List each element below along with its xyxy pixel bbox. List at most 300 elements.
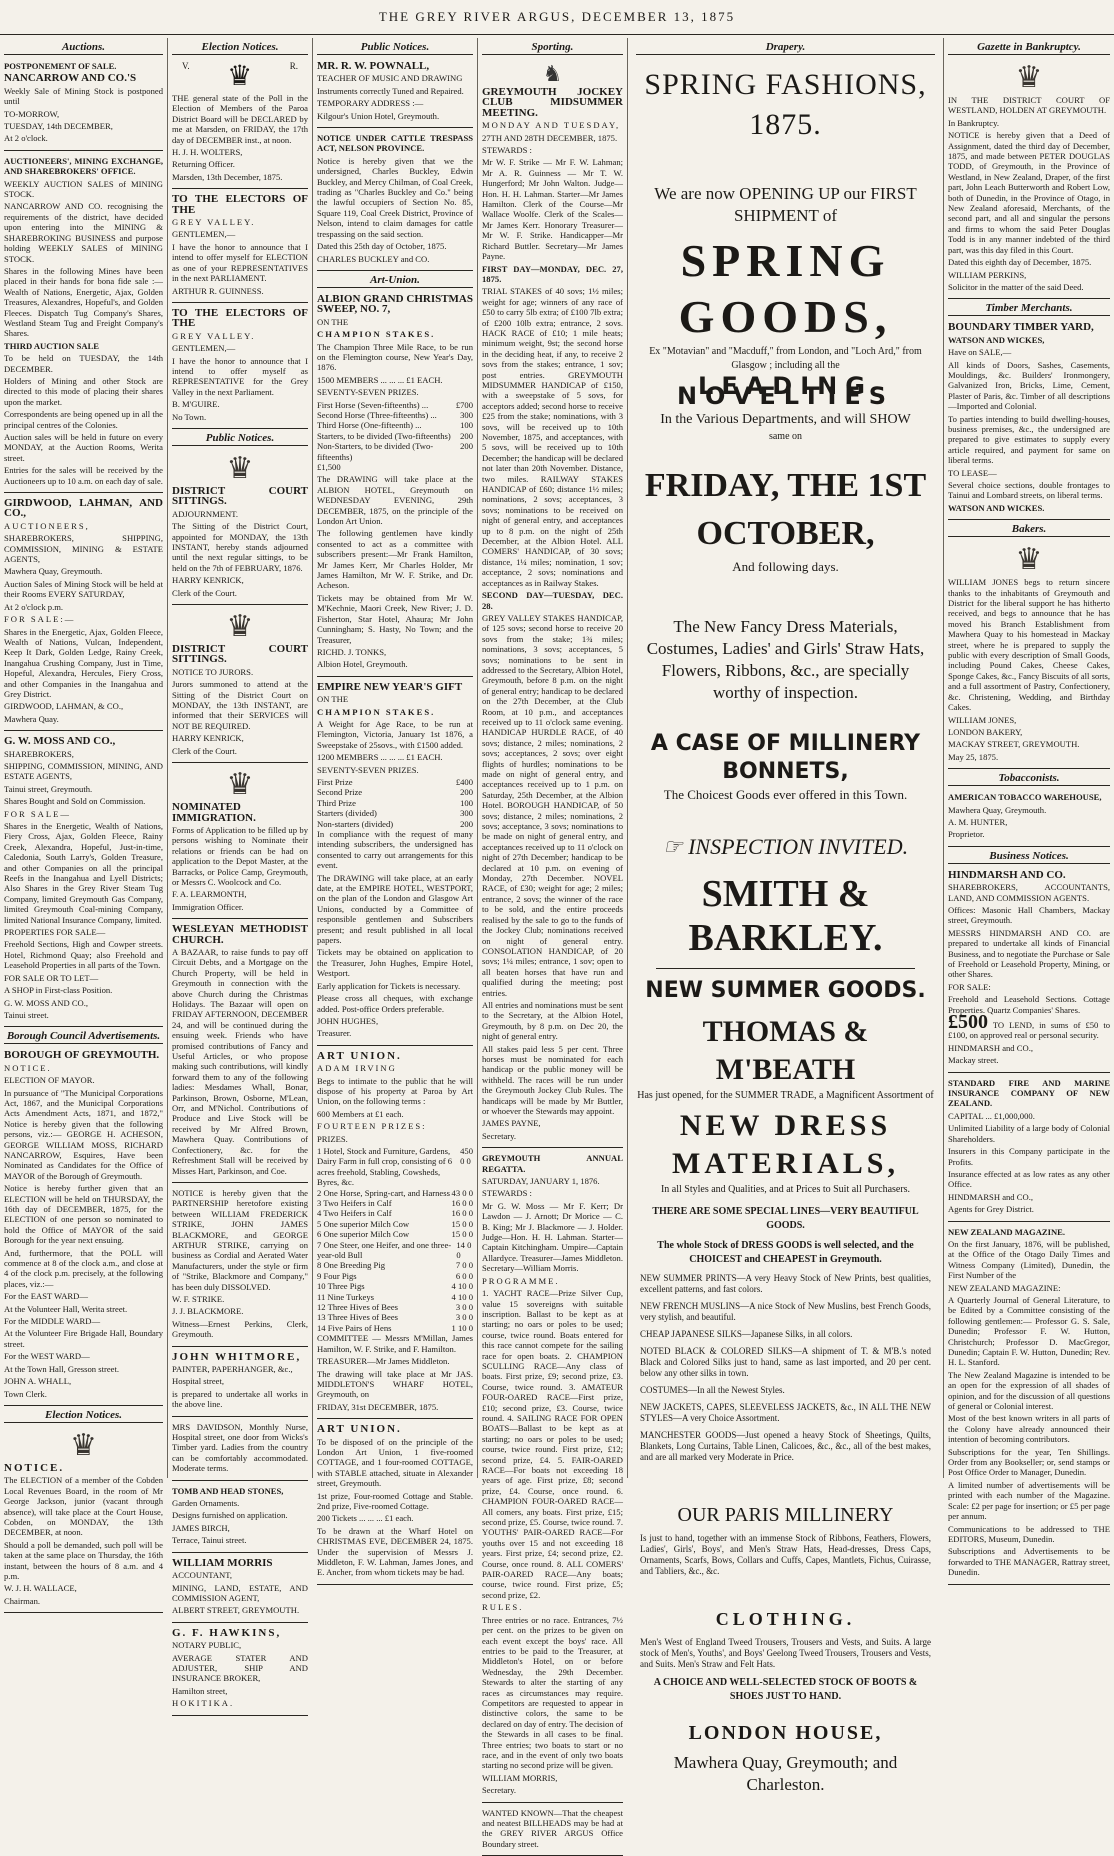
prize-label: 1 Hotel, Stock and Furniture, Gardens, Dairy Farm in full crop, consisting of 6 acres freehold, Stabling, Cowsheds, Byres, &c. [317,1145,453,1188]
prize-value: 300 [460,409,473,420]
ad-signature: Returning Officer. [172,159,235,170]
ad-text: The following gentlemen have kindly consented to act as a committee with subscribers present:—Mr Frank Hamilton, Mr James Kerr, Mr Charles Holder, Mr James Hamilton, Mr W. F. Strike, and Dr. Acheson. [317,528,473,591]
column-drapery [628,38,944,1794]
drapery-item: NOTED BLACK & COLORED SILKS—A shipment of T. & M'B.'s noted Black and Colored Silks just to hand, same as last imported, and 20 per cent. below any other silks in town. [640,1345,931,1378]
ad-text: 1st prize, Four-roomed Cottage and Stable. 2nd prize, Five-roomed Cottage. [317,1490,473,1511]
ad-text: Please cross all cheques, with exchange added. Post-office Orders preferable. [317,993,473,1014]
clothing-text: Men's West of England Tweed Trousers, Trousers and Vests, and Suits. A large stock of Men's, Youths', and Boys' Geelong Tweed Trousers, Trousers and Vests, and Suits. Men's Straw and Felt Hats. [640,1636,931,1669]
ad-text: ALBERT STREET, GREYMOUTH. [172,1605,300,1616]
prize-row [317,441,473,462]
ad-text: WILLIAM JONES begs to return sincere thanks to the inhabitants of Greymouth and District for the liberal support he has hitherto received, and begs to announce that he has moved his Branch Establishment from Mawhera Quay to his homestead in Mackay street, where he is prepared to supply the public with every description of Small Goods, including Pound Cakes, Cheese Cakes, Sponge Cakes, &c., Fancy Biscuits of all sorts, and a full assortment of Pastry, Confectionery, &c. Christening, Wedding, and Birthday Cakes. [948,577,1110,713]
ad-name: G. W. MOSS AND CO., [4,735,116,748]
royal-crest-icon: ♛ [1015,61,1043,94]
ad-headline: POSTPONEMENT OF SALE. [4,61,117,71]
new-summer-goods-title: NEW SUMMER GOODS. [645,977,926,1003]
ad-text: WANTED KNOWN—That the cheapest and neatest BILLHEADS may be had at the GREY RIVER ARGUS Office Boundary street. [482,1807,623,1849]
ad-text: ON THE [317,694,349,705]
ad-text: Subscriptions for the year, Ten Shillings. Order from any Bookseller; or, send stamps or Post Office Order to Manager, Dunedin. [948,1446,1110,1478]
prize-value: 300 [460,808,473,819]
column-sporting [478,38,628,1849]
ad-signature: Mawhera Quay. [4,713,59,724]
prize-label: Third Horse (One-fifteenth) ... [317,420,422,431]
ad-text: Garden Ornaments. [172,1498,240,1509]
section-heading-sporting: Sporting. [482,40,623,55]
ad-bankruptcy-todd [948,58,1110,299]
thomas-mbeath-title: THOMAS & M'BEATH [702,1014,869,1086]
ad-text: TEACHER OF MUSIC AND DRAWING [317,73,463,84]
prize-label: Non-starters (divided) [317,818,394,829]
ad-text: Notice is hereby given that we the undersigned, Charles Buckley, Edwin Buckley, and Mercy Chilman, of Coal Creek, trading as "Charles Buckley and Co." being the lawful occupiers of Section No. 85, Square 119, Coal Creek District, Province of Nelson, intend to claim damages for cattle trespassing on the said section. [317,155,473,239]
assortment-text: Has just opened, for the SUMMER TRADE, a Magnificent Assortment of [637,1089,934,1101]
prize-row [317,787,473,797]
ad-signature: W. F. STRIKE. [172,1293,225,1304]
drapery-item: MANCHESTER GOODS—Just opened a heavy Stock of Sheetings, Quilts, Blankets, Long Curtains, Table Linen, Calicoes, &c., &c., all of the best makes, and are all marked very Moderate in Price. [640,1429,931,1462]
prize-row [317,1229,473,1239]
prize-row [317,798,473,808]
ad-text: SECOND DAY—TUESDAY, DEC. 28. [482,590,623,611]
prize-label: 8 One Breeding Pig [317,1260,386,1271]
ad-text: The New Zealand Magazine is intended to be an open for the expression of all shades of opinion, and for the discussion of all questions of general or Colonial interest. [948,1369,1110,1412]
prize-row [317,400,473,410]
ad-text: I have the honor to announce that I intend to offer myself for ELECTION as one of your REPRESENTATIVES in the next PARLIAMENT. [172,241,308,284]
spring-goods-title: SPRING GOODS, [678,235,893,342]
prize-value: 15 0 0 [451,1229,473,1240]
prize-label: 13 Three Hives of Bees [317,1312,398,1323]
ad-watson-wickes [948,319,1110,520]
ad-signature: WILLIAM JONES, [948,714,1017,725]
ad-text: Instruments correctly Tuned and Repaired. [317,85,464,96]
ad-text: The Sitting of the District Court, appointed for MONDAY, the 13th INSTANT, hereby stands adjourned until the next regular sittings, to be held on the 7th of FEBRUARY, 1876. [172,521,308,573]
ad-text: Designs furnished on application. [172,1510,288,1521]
ad-text: GREY VALLEY. [172,217,256,228]
friday-date-title: FRIDAY, THE 1ST OCTOBER, [644,466,927,552]
ad-text: Offices: Masonic Hall Chambers, Mackay street, Greymouth. [948,904,1110,926]
ad-text: PRIZES. [317,1133,348,1144]
ad-whitmore [172,1349,308,1417]
prize-value: 100 [460,797,473,808]
ad-text: 600 Members at £1 each. [317,1108,404,1119]
ad-text: THIRD AUCTION SALE [4,340,100,351]
section-heading-election: Election Notices. [4,1408,163,1423]
ad-text: The DRAWING will take place, at an early date, at the EMPIRE HOTEL, WESTPORT, on the plan of the London and Glasgow Art Unions, conducted by a Committee of responsible gentlemen and Subscribers present; and result published in all local papers. [317,872,473,946]
ad-text: Shares in the Energetic, Ajax, Golden Fleece, Wealth of Nations, Vulcan, Independent, Keep It Dark, Golden Ledge, Rainy Creek, Inangahua Crushing Company, Just in Time, Hopeful, Alexandra, Hercules, Fiery Cross, and other Companies in the Inangahua and Grey District. [4,626,163,699]
inspection-invited-title [636,832,935,862]
ad-text: CHAMPION STAKES. [317,706,436,717]
ad-signature: Town Clerk. [4,1388,47,1399]
paris-millinery-text: Is just to hand, together with an immense Stock of Ribbons, Feathers, Flowers, Ladies', Girls', Boys', and Men's Straw Hats, Head-dresses, Dress Caps, Ornaments, Scarfs, Bows, Collars and Cuffs, Capes, Mantlets, Fichus, Cuirasse, and Tabliers, &c., &c. [640,1532,931,1576]
ad-jockey-club [482,58,623,1148]
prize-label: 5 One superior Milch Cow [317,1218,410,1229]
prize-label: Third Prize [317,797,356,808]
prize-label: Second Prize [317,787,363,798]
prize-row [317,1302,473,1312]
ad-text: £1,500 [317,462,341,472]
ad-headline: GREYMOUTH JOCKEY CLUB MIDSUMMER MEETING. [482,86,623,119]
ad-signature: JOHN HUGHES, [317,1015,379,1026]
opening-announcement: We are now OPENING UP our FIRST SHIPMENT of [654,184,917,225]
section-heading-auctions: Auctions. [4,40,163,55]
column-gazette [944,38,1114,1578]
ad-text: GREY VALLEY STAKES HANDICAP, of 125 sovs; second horse to receive 20 sovs from the stake; 1¾ miles; nominations, 3 sovs; acceptances, 5 sovs; nominations to be sent in addressed to the Secretary, Albion Hotel, Greymouth, before 8 p.m. on the night of general entry; handicap to be declared on the 27th December, at the Club Room, at 10 p.m., and acceptances received up to 11 o'clock same evening. HANDICAP HURDLE RACE, of 40 sovs; distance, 2 miles; nominations, 2 sovs; acceptances, 2 sovs; over eight flights of hurdles; nominations to be made on night of general entry, and acceptances received up to 1 p.m. on Saturday, 25th December, at the Albion Hotel. BOROUGH HANDICAP, of 50 sovs; distance, 2 miles; nominations, 2 sovs; acceptance, 3 sovs; nominations to be made on night of general entry, and acceptances received up to 11 o'clock on night of 27th December; handicap to be declared at 10 p.m. on evening of Monday, 27th December. NOVEL RACE, of £30; weight for age; 2 miles; entrance, 2 sovs; the winner of the race to be sold, and the entire proceeds realised by the sale to go to the funds of the Jockey Club; nominations received on night of general entry. CONSOLATION HANDICAP, of 20 sovs; 1¼ miles; entrance, 1 sov; open to all beaten horses that have run and qualified during the meeting; post entries. [482,612,623,998]
prize-label: 11 Nine Turkeys [317,1291,374,1302]
ad-text: THE general state of the Poll in the Election of Members of the Paroa District Board will be DECLARED by me at Marsden, on FRIDAY, the 17th day of DECEMBER inst., at noon. [172,93,308,145]
ad-text: To be disposed of on the principle of the London Art Union, 1 five-roomed COTTAGE, and 1 four-roomed COTTAGE, with STABLE attached, situate in Alexander street, Greymouth. [317,1436,473,1489]
racehorse-icon: ♞ [542,61,563,86]
ad-headline: ART UNION. [317,1049,402,1062]
ad-text: STEWARDS : [482,145,532,156]
ad-headline: EMPIRE NEW YEAR'S GIFT [317,680,463,693]
ad-nominated-immigration [172,765,308,919]
ad-text: CHAMPION STAKES. [317,329,436,340]
ad-text: I have the honor to announce that I intend to offer myself as REPRESENTATIVE for the Grey Valley in the next Parliament. [172,355,308,397]
ad-text: Holders of Mining and other Stock are directed to this mode of placing their shares upon the market. [4,375,163,407]
prize-row [317,808,473,818]
ad-nz-magazine [948,1224,1110,1585]
ad-text: Freehold and Leasehold Sections. Cottage Properties. Quartz Companies' Shares. [948,994,1110,1015]
drapery-item: NEW FRENCH MUSLINS—A nice Stock of New Muslins, best French Goods, very stylish, and beautiful. [640,1300,931,1322]
prize-label: Second Horse (Three-fifteenths) ... [317,409,437,420]
ad-text: Tainui street, Greymouth. [4,783,93,794]
leading-novelties-title: LEADING NOVELTIES [676,372,895,411]
ad-text: At the Volunteer Hall, Werita street. [4,1303,128,1314]
prize-row [317,1240,473,1261]
departments-text: In the Various Departments, and will SHOW [660,411,911,427]
ad-text: PAINTER, PAPERHANGER, &c., [172,1364,293,1374]
ad-text: And, furthermore, that the POLL will commence at 8 of the clock a.m., and close at 4 of the clock p.m. precisely, at the following places, viz.:— [4,1247,163,1289]
ad-text: Notice is hereby further given that an ELECTION will be held on THURSDAY, the 16th day of DECEMBER, 1875, for the ELECTION of one person so nominated to hold the Office of MAYOR of the said Borough for the year next ensuing. [4,1183,163,1246]
ad-text: MONDAY AND TUESDAY, [482,120,621,131]
ad-text: Entries for the sales will be received by the Auctioneers up to 10 a.m. on each day of sale. [4,465,163,486]
ad-text: Weekly Sale of Mining Stock is postponed until [4,85,163,107]
ad-text: ACCOUNTANT, [172,1570,233,1581]
ad-text: NOTARY PUBLIC, [172,1640,242,1651]
prize-value: 16 0 0 [451,1198,473,1208]
prize-row [317,1281,473,1291]
ad-text: FRIDAY, 31st DECEMBER, 1875. [317,1401,439,1412]
ad-name: NEW ZEALAND MAGAZINE. [948,1226,1066,1237]
royal-crest-icon: ♛ [226,610,254,644]
ad-signature: JOHN A. WHALL, [4,1376,72,1387]
section-heading-art-union: Art-Union. [317,273,473,288]
ad-text: A BAZAAR, to raise funds to pay off Circuit Debts, and a Mortgage on the Church Property, will be held in Greymouth in connection with the above Church during the Christmas Holidays. The Bazaar will open on FRIDAY AFTERNOON, DECEMBER 24, and will be continued during the ensuing week. Friends who have promised contributions of Fancy and Useful Articles, or who propose making such contributions, will kindly forward them to any of the following ladies: Mesdames Whall, Bonar, Parkinson, Brown, Osborne, M'Lean, Orr, and M'Nichol. Contributions of Produce and Live Stock will be received by Mr Alfred Brown, Mawhera Quay. Contributions of Confectionery, &c. for the Refreshment Stall will be received by Misses Hart, Parkinson, and Coe. [172,946,308,1176]
ad-irving-art-union [317,1048,473,1419]
ad-text: FOR SALE OR TO LET— [4,972,99,983]
ad-signature: Chairman. [4,1595,41,1606]
ad-signature: WATSON AND WICKES. [948,502,1045,513]
smith-barkley-title: SMITH & BARKLEY. [688,872,883,959]
ad-text: A limited number of advertisements will be printed with each number of the Magazine. Scale: £2 per page for insertion; or £5 per page per annum. [948,1479,1110,1522]
ad-text: Forms of Application to be filled up by persons wishing to Nominate their relations or friends can be had on application to the Depot Master, at the Barracks, or Police Camp, Greymouth, or Messrs C. Woolcock and Co. [172,824,308,887]
ad-text: No Town. [172,411,207,422]
ad-text: Hospital street, [172,1376,225,1387]
ad-headline: DISTRICT COURT SITTINGS. [172,484,308,508]
ad-headline: TO THE ELECTORS OF THE [172,193,308,216]
ad-art-union-cottages [317,1421,473,1585]
ad-text: Kilgour's Union Hotel, Greymouth. [317,110,440,121]
ad-text: Three entries or no race. Entrances, 7½ per cent. on the prizes to be given on each event except the boys' race. All entries to be paid to the Treasurer, at Middleton's Hotel, on or before Wednesday, the 29th December. Stewards to alter the starting of any races as circumstances may require. Competitors are requested to appear in distinctive colors, the same to be declared on day of entry. The decision of the Stewards in all cases to be final. Three entries; two boats to start or no race, and in the event of only two boats starting no second prize will be given. [482,1614,623,1771]
royal-crest-icon: ♛ [70,1428,97,1462]
royal-crest-icon: ♛ [226,768,254,802]
ad-text: GREY VALLEY. [172,330,256,341]
drapery-item: NEW JACKETS, CAPES, SLEEVELESS JACKETS, &c., IN ALL THE NEW STYLES—A very Choice Assortment. [640,1401,931,1423]
ad-name: G. F. HAWKINS, [172,1626,282,1639]
boots-shoes-text: A CHOICE AND WELL-SELECTED STOCK OF BOOTS & SHOES JUST TO HAND. [653,1676,918,1702]
prize-value: 4 10 0 [451,1291,473,1302]
ad-mguire [172,305,308,429]
new-dress-materials-title: NEW DRESS MATERIALS, [672,1108,899,1180]
ad-text: MRS DAVIDSON, Monthly Nurse, Hospital street, one door from Wicks's Timber yard. Ladies from the country can be comfortably accommodated. Moderate terms. [172,1421,308,1474]
prize-row [317,1260,473,1270]
section-heading-borough: Borough Council Advertisements. [4,1029,163,1044]
ad-signature: F. A. LEARMONTH, [172,889,247,900]
ad-text: 1200 MEMBERS ... ... ... £1 EACH. [317,752,443,763]
ad-signature: WILLIAM PERKINS, [948,269,1027,280]
prize-label: 12 Three Hives of Bees [317,1302,398,1313]
ad-text: NOTICE TO JURORS. [172,666,254,677]
ad-text: AUCTIONEERS, [4,520,90,531]
prize-label: 9 Four Pigs [317,1270,357,1281]
ad-text: May 25, 1875. [948,751,999,762]
ad-text: ON THE [317,316,349,327]
ad-text: All entries and nominations must be sent to the Secretary, at the Albion Hotel, Greymouth, by 8 p.m. on Dec 20, the night of general entry. [482,999,623,1042]
crest-row [172,61,308,93]
drapery-item: CHEAP JAPANESE SILKS—Japanese Silks, in all colors. [640,1328,853,1339]
ad-text: SHAREBROKERS, SHIPPING, COMMISSION, MINING & ESTATE AGENTS, [4,533,163,565]
ad-american-tobacco [948,789,1110,847]
prize-value: 200 [460,787,473,798]
prize-value: 6 0 0 [455,1270,473,1281]
ad-text: Correspondents are being opened up in all the principal centres of the Colonies. [4,409,163,430]
ad-text: WEEKLY AUCTION SALES of MINING STOCK. [4,178,163,200]
ad-signature: Clerk of the Court. [172,587,237,598]
ad-text: At 2 o'clock p.m. [4,601,64,612]
ad-text: At 2 o'clock. [4,133,48,144]
ad-signature: LONDON BAKERY, [948,726,1023,737]
ad-signature: Immigration Officer. [172,901,244,912]
ad-text: Dated this 25th day of October, 1875. [317,241,447,252]
ad-borough-mayor [4,1047,163,1406]
ad-pownall [317,58,473,128]
crest-letter-r: R. [289,61,298,71]
ad-signature: GIRDWOOD, LAHMAN, & CO., [4,701,124,712]
ad-text: Early application for Tickets is necessary. [317,980,461,991]
section-heading-public: Public Notices. [317,40,473,55]
clothing-title: CLOTHING. [715,1608,856,1629]
ad-headline: ALBION GRAND CHRISTMAS SWEEP, NO. 7, [317,292,473,316]
ad-wesleyan-bazaar [172,921,308,1183]
section-heading-business: Business Notices. [948,849,1110,864]
ad-text: Freehold Sections, High and Cowper streets. Hotel, Richmond Quay; also Freehold and Leasehold Properties in all parts of the Town. [4,939,163,971]
special-lines-text: THERE ARE SOME SPECIAL LINES—VERY BEAUTIFUL GOODS. [652,1205,919,1231]
drapery-item: NEW SUMMER PRINTS—A very Heavy Stock of New Prints, best qualities, excellent patterns, and fast colors. [640,1272,931,1294]
ad-text: Subscriptions and Advertisements to be forwarded to THE MANAGER, Rattray street, Dunedin. [948,1546,1110,1578]
drapery-item: COSTUMES—In all the Newest Styles. [640,1384,785,1395]
ad-text: SHAREBROKERS, ACCOUNTANTS, LAND, AND COMMISSION AGENTS. [948,882,1110,903]
ad-signature: HINDMARSH and CO., [948,1191,1033,1202]
ad-text: FOR SALE— [4,808,71,819]
ad-text: Auction sales will be held in future on every MONDAY, at the Auction Rooms, Werita street. [4,432,163,463]
ad-name: AMERICAN TOBACCO WAREHOUSE, [948,792,1102,803]
ad-name: JOHN WHITMORE, [172,1350,302,1363]
section-heading-timber: Timber Merchants. [948,301,1110,316]
ad-text: ADJOURNMENT. [172,508,238,519]
prize-value: 16 0 0 [451,1208,473,1219]
drapery-item-list [636,1273,935,1463]
ad-signature: JAMES BIRCH, [172,1522,230,1533]
crest-letter-v: V. [182,61,190,71]
ad-text: All stakes paid less 5 per cent. Three horses must be nominated for each handicap or the public money will be withheld. The races will be run under the Greymouth Jockey Club Rules. The handicaps will be made by Mr Buttler, or whoever the Stewards may appoint. [482,1043,623,1116]
ad-signature: A. M. HUNTER, [948,816,1008,827]
ad-text: Jurors summoned to attend at the Sitting of the District Court on MONDAY, the 13th INSTANT, are informed that their SERVICES will NOT BE REQUIRED. [172,679,308,731]
lend-amount: £500 [948,1011,988,1034]
prize-value: 4 10 0 [451,1281,473,1292]
ad-text: Shares Bought and Sold on Commission. [4,796,146,807]
ad-signature: Secretary. [482,1785,517,1796]
prize-value: 43 0 0 [451,1187,473,1198]
ad-text: NEW ZEALAND MAGAZINE: [948,1282,1061,1293]
ad-signature: Proprietor. [948,829,985,840]
ad-text: A Weight for Age Race, to be run at Flemington, Victoria, January 1st 1876, a Sweepstake of 25sovs., with £1500 added. [317,718,473,750]
ad-text: SHIPPING, COMMISSION, MINING, AND ESTATE AGENTS, [4,760,163,782]
ad-partnership-dissolved [172,1185,308,1347]
ad-signature: Clerk of the Court. [172,745,237,756]
ad-text: FOR SALE: [948,981,991,992]
prize-value: 200 [460,430,473,441]
prize-label: First Horse (Seven-fifteenths) ... [317,399,429,410]
ad-text: To be held on TUESDAY, the 14th DECEMBER. [4,353,163,374]
prize-label: 4 Two Heifers in Calf [317,1208,392,1219]
prize-value: 450 0 0 [460,1145,473,1167]
prize-value: 200 [460,818,473,829]
ad-moss [4,733,163,1027]
ad-paroa-poll [172,58,308,189]
prize-value: 200 [460,441,473,452]
prize-row [317,1198,473,1208]
ad-text: FIRST DAY—MONDAY, DEC. 27, 1875. [482,263,623,284]
ad-headline: AUCTIONEERS', MINING EXCHANGE, AND SHAREBROKERS' OFFICE. [4,155,163,177]
ad-text: On the first January, 1876, will be published, at the Office of the Otago Daily Times and Witness Company (Limited), Dunedin, the First Number of the [948,1238,1110,1281]
ad-headline: NOTICE UNDER CATTLE TRESPASS ACT, NELSON PROVINCE. [317,133,473,154]
ad-text: is prepared to undertake all works in the above line. [172,1388,308,1410]
prize-label: 3 Two Heifers in Calf [317,1198,392,1208]
ad-text: TREASURER—Mr James Middleton. [317,1356,450,1367]
ad-text: COMMITTEE — Messrs M'Millan, James Hamilton, W. F. Strike, and F. Hamilton. [317,1333,473,1354]
ad-text: Tickets may be obtained on application to the Treasurer, John Hughes, Empire Hotel, Westport. [317,947,473,979]
prize-label: 10 Three Pigs [317,1281,365,1292]
ad-signature: ARTHUR R. GUINNESS. [172,285,264,296]
ad-nancarrow-exchange [4,153,163,493]
prize-label: Starters (divided) [317,808,377,819]
ad-signature: WILLIAM MORRIS, [482,1772,558,1783]
ad-billheads [482,1805,623,1856]
ad-headline: ART UNION. [317,1423,402,1436]
ad-text: The Champion Three Mile Race, to be run on the Flemington course, New Year's Day, 1876. [317,341,473,373]
ad-signature: H. J. H. WOLTERS, [172,147,243,158]
ad-text: 1. YACHT RACE—Prize Silver Cup, value 15 sovereigns with suitable inscription. Ballast to be kept as at starting; no oars or poles to be used; course, twice round. Boats entered for this race cannot compete for the sailing race for open boats. 2. CHAMPION SCULLING RACE—Any class of boats. First prize, £9; second prize, £3. Course, twice round. 3. AMATEUR FOUR-OARED RACE—First prize, £10; second prize, £3. Course, twice round. 4. SAILING RACE FOR OPEN BOATS—Ballast to be kept as at starting; no oars or poles to be used; course, twice round. First prize, £12; second prize, £4. 5. FAIR-OARED RACE—For boats not exceeding 18 years of age. First prize, £8; second prize, £4. Course, once round. 6. CHAMPION FOUR-OARED RACE—All comers, any boats. First prize, £15; second prize, £5. Course, twice round. 7. YOUTHS' PAIR-OARED RACE—For youths over 15 and not exceeding 18 years. First prize, £4; second prize, £2. Course, once round. 8. ALL COMERS' PAIR-OARED RACE—Any boats; course, twice round. First prize, £5; second prize, £2. [482,1288,623,1600]
ad-name: NANCARROW AND CO.'S [4,72,137,85]
ad-text: TEMPORARY ADDRESS :— [317,98,424,109]
ad-text: Insurers in this Company participate in the Profits. [948,1146,1110,1167]
ad-signature: B. M'GUIRE. [172,399,220,410]
ad-text: Auction Sales of Mining Stock will be held at their Rooms EVERY SATURDAY, [4,578,163,600]
ad-text: To be drawn at the Wharf Hotel on CHRISTMAS EVE, DECEMBER 24, 1875. Under the supervision of Messrs J. Middleton, F. W. Lahman, James Jones, and E. Ancher, from whom tickets may be had. [317,1525,473,1578]
ad-text: All kinds of Doors, Sashes, Casements, Mouldings, &c. Builders' Ironmongery, Galvanized Iron, Bricks, Lime, Cement, Plaster of Paris, &c. Timber of all descriptions—Imported and Colonial. [948,359,1110,412]
ad-text: Mr W. F. Strike — Mr F. W. Lahman; Mr A. R. Guinness — Mr T. W. Hungerford; Mr John Walton. Judge—Hon. H. H. Lahman. Starter—Mr James Hamilton. Clerk of the Course—Mr Wallace Woolfe. Clerk of the Scales—Mr James Kerr. Honorary Treasurer—Mr W. F. Strike. Handicapper—Mr Richard Buttler. Secretary—Mr James Payne. [482,157,623,262]
mawhera-quay-text: Mawhera Quay, Greymouth; and Charleston. [673,1752,898,1794]
prize-list-irving [317,1146,473,1333]
ad-regatta [482,1150,623,1802]
whole-stock-text: The whole Stock of DRESS GOODS is well selected, and the CHOICEST and CHEAPEST in Greymouth. [657,1239,914,1265]
ad-text: Mawhera Quay, Greymouth. [4,566,103,577]
ad-text: SHAREBROKERS, [4,748,74,759]
lend-text: TO LEND, in sums of £50 to £100, on approved real or personal security. [948,1020,1110,1041]
choicest-goods-text: The Choicest Goods ever offered in this Town. [663,786,908,802]
ad-text: Dated this eighth day of December, 1875. [948,257,1092,268]
ad-text: Shares in the following Mines have been placed in their hands for bona fide sale :—Wealth of Nations, Energetic, Ajax, Golden Treasures, Alexandres, Hopeful's, and Golden Fleeces. Dispatch Tug Company's Shares, Westland Steam Tug and Freight Company's Shares. [4,265,163,339]
prize-row [317,1292,473,1302]
ad-text: NOTICE. [4,1062,52,1073]
inspection-invited-text: INSPECTION INVITED. [688,833,909,859]
ad-text: FOR SALE:— [4,614,76,625]
ad-name: BOROUGH OF GREYMOUTH. [4,1049,160,1062]
ad-signature: Mackay street. [948,1055,999,1066]
ad-text: Shares in the Energetic, Wealth of Nations, Fiery Cross, Ajax, Golden Fleece, Rainy Creek, Alexandra, Hopeful, Just-in-time, Caledonia, South Larry's, Golden Treasure, and other Companies on all the principal Reefs in the Inangahua and Lyell Districts; Also Shares in the Grey River Steam Tug Company, limited Greymouth Gas Company, limited Greymouth Coal-mining Company, limited National Insurance Company, limited. [4,821,163,925]
ad-text: TO-MORROW, [4,108,60,119]
ad-text: At the Volunteer Fire Brigade Hall, Boundary street. [4,1328,163,1349]
styles-text: In all Styles and Qualities, and at Prices to Suit all Purchasers. [660,1183,911,1195]
prize-row [317,420,473,430]
ad-headline: IN THE DISTRICT COURT OF WESTLAND, HOLDEN AT GREYMOUTH. [948,95,1110,116]
ad-name: TOMB AND HEAD STONES, [172,1485,284,1496]
ad-text: Witness—Ernest Perkins, Clerk, Greymouth. [172,1318,308,1340]
ad-text: For the WEST WARD— [4,1351,90,1362]
ad-signature: HARRY KENRICK, [172,733,244,744]
ad-signature: Treasurer. [317,1028,352,1039]
royal-crest-icon: ♛ [1015,543,1043,577]
ad-headline: WESLEYAN METHODIST CHURCH. [172,923,308,946]
ad-text [948,1011,1110,1041]
ad-signature: Albion Hotel, Greymouth. [317,659,408,670]
ad-text: ELECTION OF MAYOR. [4,1075,95,1086]
ad-text: Most of the best known writers in all parts of the Colony have already announced their intention of becoming contributors. [948,1413,1110,1445]
ad-text: A SHOP in First-class Position. [4,985,113,996]
section-heading-tobacco: Tobacconists. [948,771,1110,786]
ad-text: NANCARROW AND CO. recognising the requirements of the district, have decided upon entering into the MINING & SHAREBROKING BUSINESS and purpose holding WEEKLY SALES of MINING STOCK. [4,201,163,264]
ad-cobden-election [4,1426,163,1613]
ad-signature: HARRY KENRICK, [172,575,244,586]
ad-signature: HINDMARSH and CO., [948,1042,1033,1053]
ad-text: For the EAST WARD— [4,1291,88,1302]
section-heading-gazette: Gazette in Bankruptcy. [948,40,1110,55]
ad-headline: DISTRICT COURT SITTINGS. [172,643,308,666]
prize-value: £700 [455,399,473,410]
prize-row [317,410,473,420]
ad-hawkins [172,1625,308,1716]
ad-text: In compliance with the request of many intending subscribers, the undersigned has consented to carry out arrangements for this event. [317,829,473,871]
shipment-details: Ex "Motavian" and "Macduff," from London, and "Loch Ard," from Glasgow ; including all the [649,346,922,371]
ad-headline: NOMINATED IMMIGRATION. [172,801,256,824]
ad-text: Communications to be addressed to THE EDITORS, Museum, Dunedin. [948,1523,1110,1544]
ad-cattle-trespass [317,130,473,271]
ad-text: Mr G. W. Moss — Mr F. Kerr; Dr Lawdon — J. Arnott; Dr Morice — C. B. King; Mr J. Blackmore — J. Holder. Judge—Hon. H. H. Lahman. Starter—Captain Kitchingham. Umpire—Captain Allardyce. Treasurer—James Middleton. Secretary—William Morris. [482,1200,623,1274]
ad-signature: Terrace, Tainui street. [172,1535,247,1546]
ad-name: BOUNDARY TIMBER YARD, [948,321,1094,334]
ad-headline: TO THE ELECTORS OF THE [172,306,308,330]
section-heading-public: Public Notices. [172,431,308,446]
ad-name: GIRDWOOD, LAHMAN, AND CO., [4,497,163,520]
ad-text: 1500 MEMBERS ... ... ... £1 EACH. [317,374,443,385]
ad-text: AVERAGE STATER AND ADJUSTER, SHIP AND INSURANCE BROKER, [172,1652,308,1684]
